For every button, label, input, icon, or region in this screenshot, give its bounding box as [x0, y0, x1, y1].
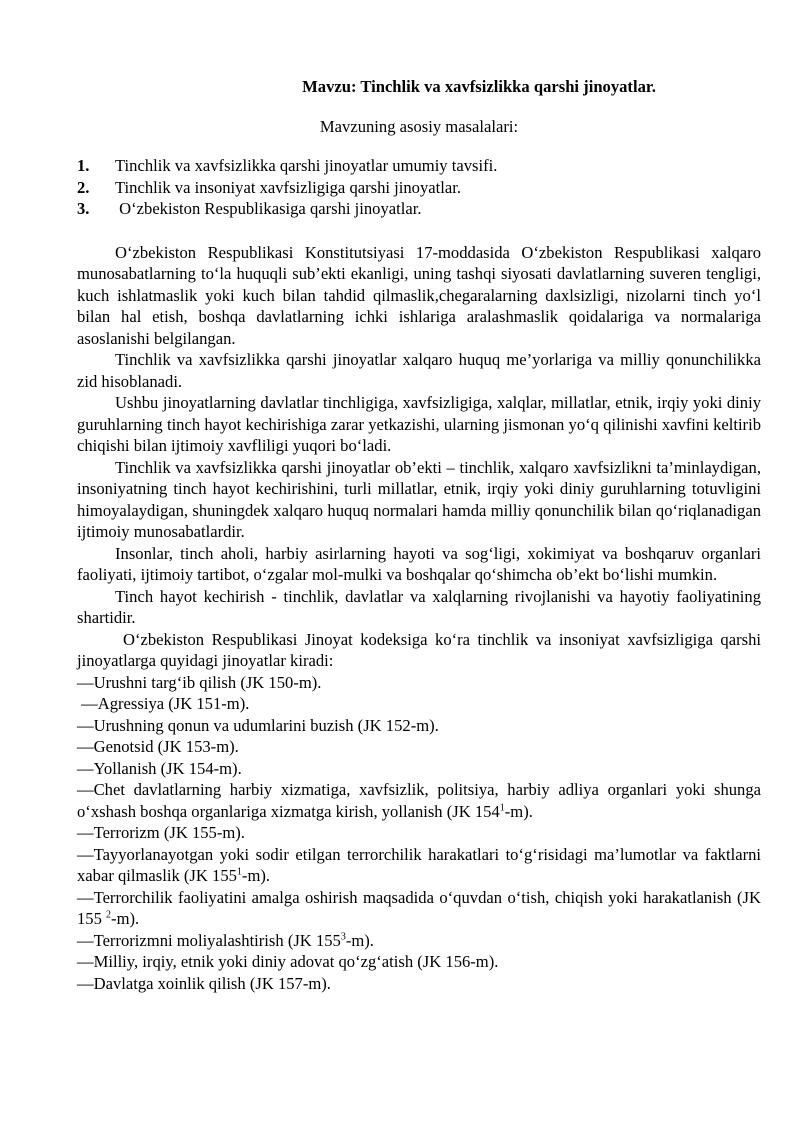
list-item-text: Tinchlik va xavfsizlikka qarshi jinoyatlar umumiy tavsifi.	[115, 156, 498, 175]
list-item-text: Tinchlik va insoniyat xavfsizligiga qarshi jinoyatlar.	[115, 177, 461, 197]
crimes-list	[77, 672, 761, 995]
paragraph: O‘zbekiston Respublikasi Konstitutsiyasi 17-moddasida O‘zbekiston Respublikasi xalqaro munosabatlarning to‘la huquqli sub’ekti ekanligi, uning tashqi siyosati davlatlarning suveren tengligi, kuch ishlatmaslik yoki kuch bilan tahdid qilmaslik,chegaralarning daxlsizligi, nizolarni tinch yo‘l bilan hal etish, boshqa davlatlarning ichki ishlariga aralashmaslik qoidalariga va normalariga asoslanishi belgilangan.	[77, 242, 761, 348]
crime-item-text: —Milliy, irqiy, etnik yoki diniy adovat qo‘zg‘atish (JK 156-m).	[77, 952, 499, 971]
crime-item-suffix: -m).	[241, 866, 271, 885]
crime-item	[77, 887, 761, 930]
superscript: 1	[499, 801, 505, 813]
superscript: 3	[340, 930, 346, 942]
crime-item-text: —Urushning qonun va udumlarini buzish (JK 152-m).	[77, 715, 439, 735]
crime-item	[77, 672, 761, 694]
crime-item-text: —Yollanish (JK 154-m).	[77, 758, 242, 778]
crime-item-text: —Chet davlatlarning harbiy xizmatiga, xavfsizlik, politsiya, harbiy adliya organlari yoki shunga o‘xshash boshqa organlariga xizmatga kirish, yollanish (JK 154	[77, 780, 761, 821]
superscript: 2	[106, 909, 112, 921]
crime-item	[77, 693, 761, 715]
crime-item	[77, 822, 761, 844]
crime-item-text: —Tayyorlanayotgan yoki sodir etilgan terrorchilik harakatlari to‘g‘risidagi ma’lumotlar va faktlarni xabar qilmaslik (JK 155	[77, 844, 761, 885]
paragraph: O‘zbekiston Respublikasi Jinoyat kodeksiga ko‘ra tinchlik va insoniyat xavfsizligiga qarshi jinoyatlarga quyidagi jinoyatlar kiradi:	[77, 629, 761, 670]
crime-item-text: —Terrorizm (JK 155-m).	[77, 823, 245, 842]
issues-list	[77, 155, 761, 220]
crime-item	[77, 779, 761, 822]
crime-item-suffix: -m).	[345, 930, 374, 950]
crime-item	[77, 951, 761, 973]
superscript: 1	[236, 866, 242, 878]
crime-item	[77, 715, 761, 737]
crime-item-text: —Davlatga xoinlik qilish (JK 157-m).	[77, 973, 331, 993]
crime-item-text: —Genotsid (JK 153-m).	[77, 737, 239, 756]
crime-item	[77, 930, 761, 952]
document-page	[77, 66, 761, 994]
list-item	[77, 198, 761, 220]
list-item-text: O‘zbekiston Respublikasiga qarshi jinoyatlar.	[115, 199, 422, 218]
paragraph: Ushbu jinoyatlarning davlatlar tinchligiga, xavfsizligiga, xalqlar, millatlar, etnik, irqiy yoki diniy guruhlarning tinch hayot kechirishiga zarar yetkazishi, ularning jismonan yo‘q qilinishi xavfini keltirib chiqishi bilan ijtimoiy xavfliligi yuqori bo‘ladi.	[77, 393, 761, 455]
paragraph: Tinchlik va xavfsizlikka qarshi jinoyatlar xalqaro huquq me’yorlariga va milliy qonunchilikka zid hisoblanadi.	[77, 350, 761, 391]
list-item-number: 1.	[77, 156, 90, 175]
crime-item	[77, 844, 761, 887]
list-item	[77, 155, 761, 177]
crime-item	[77, 973, 761, 995]
crime-item-text: —Agressiya (JK 151-m).	[77, 694, 250, 713]
document-subtitle: Mavzuning asosiy masalalari:	[319, 116, 519, 136]
crime-item	[77, 758, 761, 780]
crime-item-text: —Terrorchilik faoliyatini amalga oshirish maqsadida o‘quvdan o‘tish, chiqish yoki harakatlanish (JK 155	[77, 887, 761, 928]
document-title: Mavzu: Tinchlik va xavfsizlikka qarshi jinoyatlar.	[302, 77, 656, 96]
paragraph: Tinch hayot kechirish - tinchlik, davlatlar va xalqlarning rivojlanishi va hayotiy faoliyatining shartidir.	[77, 586, 761, 627]
crime-item-text: —Urushni targ‘ib qilish (JK 150-m).	[77, 672, 322, 692]
paragraph: Tinchlik va xavfsizlikka qarshi jinoyatlar ob’ekti – tinchlik, xalqaro xavfsizlikni ta’minlaydigan, insoniyatning tinch hayot kechirishini, turli millatlar, etnik, irqiy yoki diniy guruhlarning totuvligini himoyalaydigan, shuningdek xalqaro huquq normalari hamda milliy qonunchilik bilan qo‘riqlanadigan ijtimoiy munosabatlardir.	[77, 457, 761, 541]
list-item-number: 3.	[77, 199, 90, 218]
crime-item	[77, 736, 761, 758]
paragraph: Insonlar, tinch aholi, harbiy asirlarning hayoti va sog‘ligi, xokimiyat va boshqaruv organlari faoliyati, ijtimoiy tartibot, o‘zgalar mol-mulki va boshqalar qo‘shimcha ob’ekt bo‘lishi mumkin.	[77, 543, 761, 584]
list-item	[77, 177, 761, 199]
crime-item-suffix: -m).	[504, 801, 533, 821]
document-body	[77, 242, 761, 995]
crime-item-suffix: -m).	[111, 909, 140, 928]
list-item-number: 2.	[77, 177, 90, 197]
crime-item-text: —Terrorizmni moliyalashtirish (JK 155	[77, 930, 341, 950]
